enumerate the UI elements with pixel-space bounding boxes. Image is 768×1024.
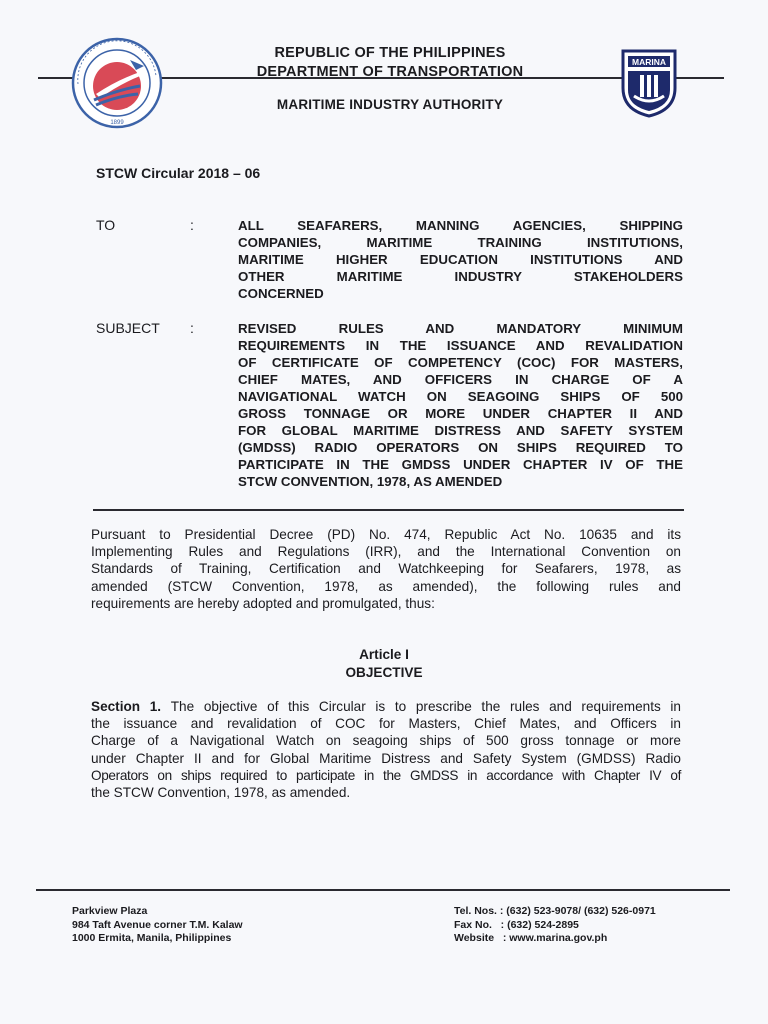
subject-line: (GMDSS) RADIO OPERATORS ON SHIPS REQUIRED TO	[238, 440, 683, 455]
subject-line: OF CERTIFICATE OF COMPETENCY (COC) FOR MASTERS,	[238, 355, 683, 370]
section-1-line: the STCW Convention, 1978, as amended.	[91, 784, 351, 800]
footer-telephone: Tel. Nos. : (632) 523-9078/ (632) 526-0971	[454, 905, 656, 917]
section-1-first-line	[91, 698, 681, 715]
section-1-line: under Chapter II and for Global Maritime Distress and Safety System (GMDSS) Radio	[91, 750, 681, 766]
section-1-line: the issuance and revalidation of COC for Masters, Chief Mates, and Officers in	[91, 716, 681, 732]
subject-line: REQUIREMENTS IN THE ISSUANCE AND REVALIDATION	[238, 338, 683, 353]
subject-line: STCW CONVENTION, 1978, AS AMENDED	[238, 474, 503, 489]
footer-address-line: 984 Taft Avenue corner T.M. Kalaw	[72, 918, 243, 931]
subject-line: CHIEF MATES, AND OFFICERS IN CHARGE OF A	[238, 372, 683, 387]
subject-line: REVISED RULES AND MANDATORY MINIMUM	[238, 321, 683, 336]
to-recipients	[238, 217, 683, 302]
header-agency: MARITIME INDUSTRY AUTHORITY	[276, 97, 504, 112]
footer-fax: Fax No. : (632) 524-2895	[454, 918, 579, 931]
section-1-line: Operators on ships required to participate in the GMDSS in accordance with Chapter IV of	[91, 767, 681, 783]
section-1-label: Section 1.	[91, 699, 162, 714]
article-number: Article I	[359, 647, 409, 662]
footer-rule	[36, 889, 730, 891]
dotr-seal-logo	[70, 36, 164, 130]
subject-label: SUBJECT	[96, 320, 160, 336]
preamble-line: Pursuant to Presidential Decree (PD) No. 474, Republic Act No. 10635 and its	[91, 527, 681, 542]
svg-text:1899: 1899	[110, 120, 124, 126]
to-label: TO	[96, 217, 116, 233]
preamble-line: Implementing Rules and Regulations (IRR), and the International Convention on	[91, 544, 681, 560]
article-title: OBJECTIVE	[345, 665, 423, 680]
header-republic: REPUBLIC OF THE PHILIPPINES	[274, 45, 506, 61]
footer-address-line: 1000 Ermita, Manila, Philippines	[72, 932, 232, 944]
subject-line: NAVIGATIONAL WATCH ON SEAGOING SHIPS OF 500	[238, 389, 683, 404]
preamble-paragraph	[91, 526, 681, 612]
marina-shield-logo	[620, 48, 678, 118]
subject-colon: :	[190, 320, 194, 336]
circular-number: STCW Circular 2018 – 06	[96, 165, 261, 181]
preamble-line: amended (STCW Convention, 1978, as amended), the following rules and	[91, 578, 681, 594]
subject-line: GROSS TONNAGE OR MORE UNDER CHAPTER II AND	[238, 406, 683, 421]
subject-line: FOR GLOBAL MARITIME DISTRESS AND SAFETY SYSTEM	[238, 423, 683, 438]
to-colon: :	[190, 217, 194, 233]
preamble-line: Standards of Training, Certification and Watchkeeping for Seafarers, 1978, as	[91, 561, 681, 577]
to-line: MARITIME HIGHER EDUCATION INSTITUTIONS AND	[238, 252, 683, 267]
to-line: OTHER MARITIME INDUSTRY STAKEHOLDERS	[238, 269, 683, 284]
preamble-line: requirements are hereby adopted and promulgated, thus:	[91, 595, 435, 611]
section-divider	[93, 509, 684, 511]
subject-line: PARTICIPATE IN THE GMDSS UNDER CHAPTER IV OF THE	[238, 457, 683, 472]
to-line: COMPANIES, MARITIME TRAINING INSTITUTIONS,	[238, 235, 683, 250]
to-line: ALL SEAFARERS, MANNING AGENCIES, SHIPPING	[238, 218, 683, 233]
section-1-line: Charge of a Navigational Watch on seagoing ships of 500 gross tonnage or more	[91, 733, 681, 749]
subject-text	[238, 320, 683, 490]
section-1-paragraph	[91, 698, 681, 801]
footer-contact	[454, 905, 656, 946]
to-line: CONCERNED	[238, 286, 324, 301]
header-department: DEPARTMENT OF TRANSPORTATION	[256, 64, 524, 80]
footer-address-line: Parkview Plaza	[72, 905, 148, 917]
svg-text:MARINA: MARINA	[632, 57, 666, 67]
section-1-text: The objective of this Circular is to prescribe the rules and requirements in	[170, 699, 681, 714]
footer-address	[72, 905, 243, 946]
footer-website: Website : www.marina.gov.ph	[454, 932, 608, 944]
